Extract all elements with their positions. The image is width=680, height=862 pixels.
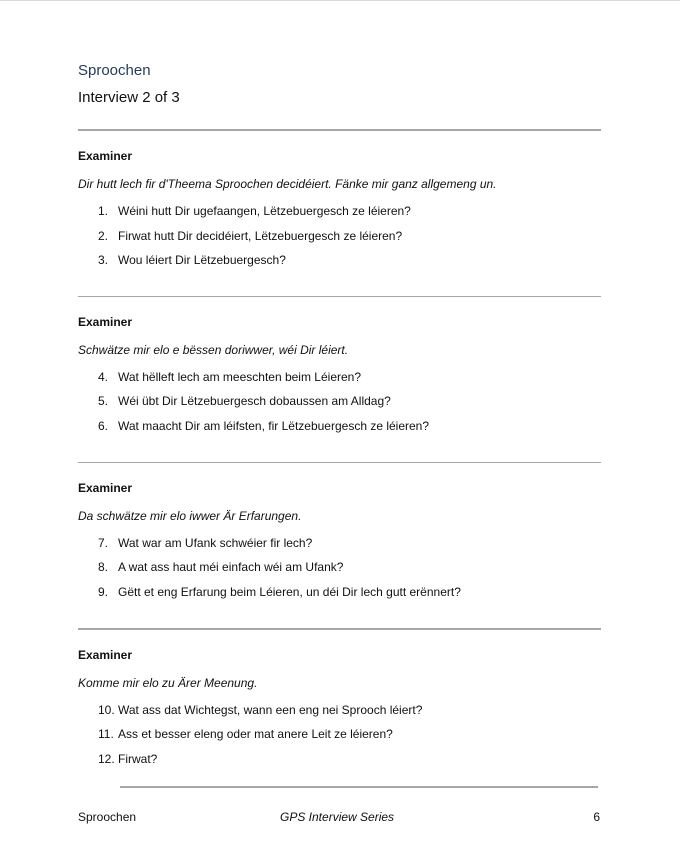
question-item (98, 560, 343, 574)
speaker-label: Examiner (78, 481, 133, 495)
question-item (98, 703, 422, 717)
speaker-label: Examiner (78, 315, 133, 329)
question-number: 6. (98, 419, 109, 433)
section-prompt: Schwätze mir elo e bëssen doriwwer, wéi Dir léiert. (78, 343, 349, 357)
footer-document-name: Sproochen (78, 810, 137, 824)
question-item (98, 752, 157, 766)
question-number: 5. (98, 394, 109, 408)
question-item (98, 585, 461, 599)
question-number: 2. (98, 229, 109, 243)
question-text: Wat ass dat Wichtegst, wann een eng nei Sprooch léiert? (118, 703, 423, 717)
question-text: Wat war am Ufank schwéier fir lech? (118, 536, 313, 550)
speaker-label: Examiner (78, 648, 133, 662)
document-subtitle: Interview 2 of 3 (78, 89, 180, 106)
footer-series-name: GPS Interview Series (280, 810, 395, 824)
page-top-edge (0, 0, 680, 1)
question-text: Wéi übt Dir Lëtzebuergesch dobaussen am Alldag? (118, 394, 391, 408)
footer-divider (120, 786, 598, 788)
question-text: Firwat? (118, 752, 158, 766)
interview-section-3 (78, 462, 601, 599)
section-divider (78, 462, 601, 463)
question-item (98, 204, 411, 218)
section-divider (78, 129, 601, 131)
question-text: Gëtt et eng Erfarung beim Léieren, un déi Dir lech gutt erënnert? (118, 585, 461, 599)
question-text: Wéini hutt Dir ugefaangen, Lëtzebuergesch ze léieren? (118, 204, 411, 218)
interview-section-4 (78, 628, 601, 766)
question-item (98, 419, 429, 433)
question-number: 1. (98, 204, 109, 218)
question-text: Wat hëlleft lech am meeschten beim Léieren? (118, 370, 362, 384)
question-item (98, 253, 286, 267)
question-text: Wou léiert Dir Lëtzebuergesch? (118, 253, 286, 267)
question-number: 10. (98, 703, 115, 717)
question-number: 4. (98, 370, 109, 384)
section-prompt: Dir hutt lech fir d'Theema Sproochen decidéiert. Fänke mir ganz allgemeng un. (78, 177, 497, 191)
question-item (98, 370, 361, 384)
question-item (98, 536, 312, 550)
question-item (98, 727, 393, 741)
question-text: Ass et besser eleng oder mat anere Leit ze léieren? (118, 727, 393, 741)
section-divider (78, 628, 601, 630)
question-text: Firwat hutt Dir decidéiert, Lëtzebuergesch ze léieren? (118, 229, 403, 243)
question-text: A wat ass haut méi einfach wéi am Ufank? (118, 560, 344, 574)
interview-section-2 (78, 296, 601, 433)
document-title: Sproochen (78, 62, 151, 79)
section-divider (78, 296, 601, 297)
question-item (98, 394, 391, 408)
footer-page-number: 6 (593, 810, 600, 824)
question-number: 12. (98, 752, 115, 766)
interview-section-1 (78, 129, 601, 267)
question-text: Wat maacht Dir am léifsten, fir Lëtzebuergesch ze léieren? (118, 419, 430, 433)
question-number: 8. (98, 560, 109, 574)
question-number: 7. (98, 536, 109, 550)
question-number: 11. (98, 727, 114, 741)
speaker-label: Examiner (78, 149, 133, 163)
question-number: 9. (98, 585, 109, 599)
question-number: 3. (98, 253, 109, 267)
section-prompt: Da schwätze mir elo iwwer Är Erfarungen. (78, 509, 302, 523)
section-prompt: Komme mir elo zu Ärer Meenung. (78, 676, 258, 690)
question-item (98, 229, 402, 243)
